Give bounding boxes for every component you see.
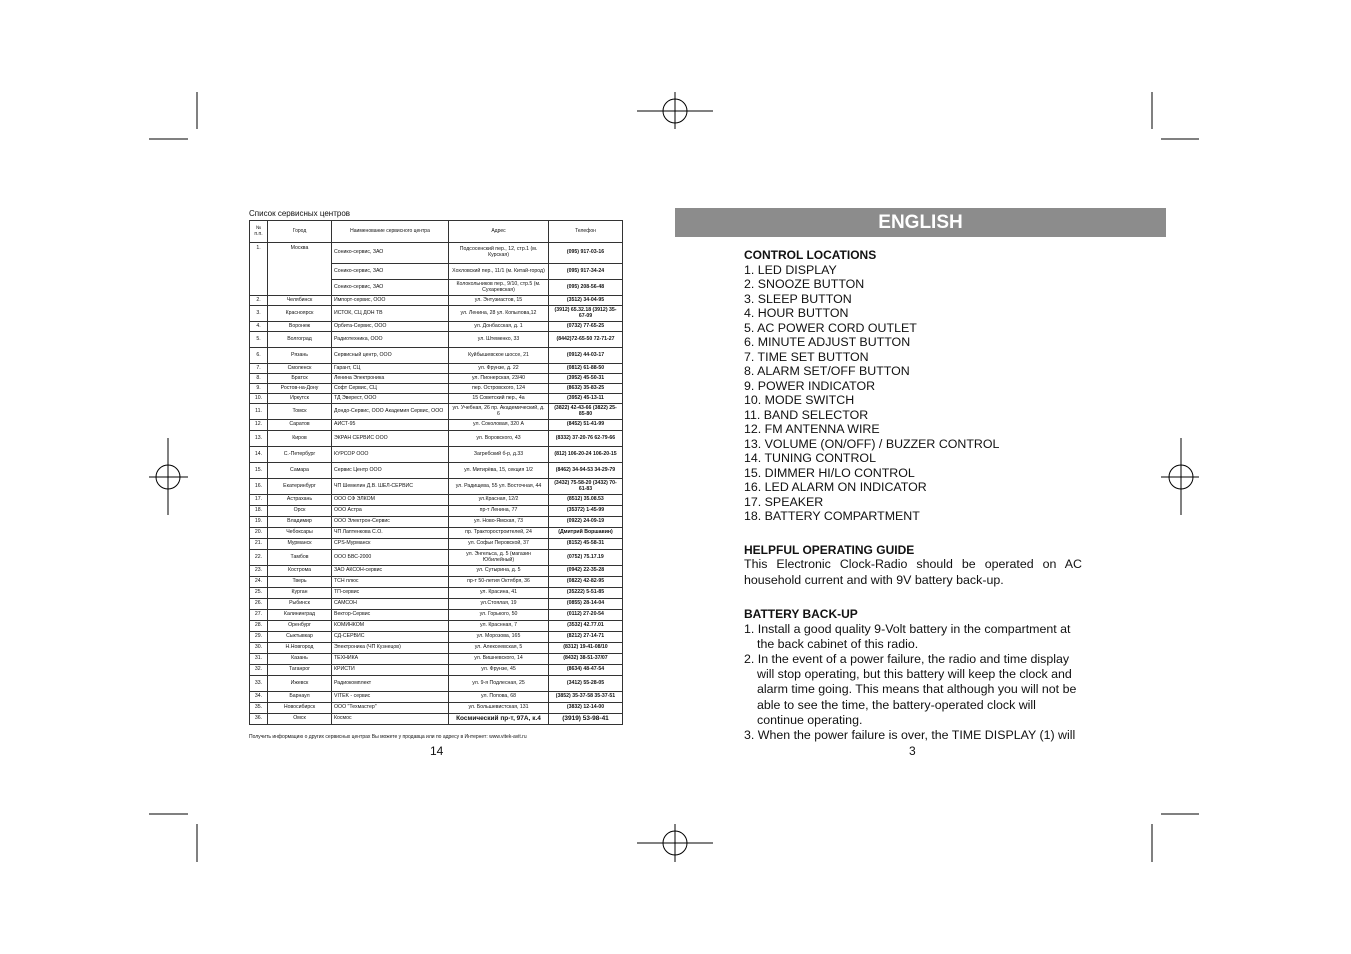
cell-addr: Колокольников пер., 9/10, стр.5 (м. Сухаревская)	[449, 280, 549, 296]
cell-addr: ул. Горького, 50	[449, 610, 549, 621]
cell-n: 33.	[250, 676, 268, 692]
cell-n: 20.	[250, 528, 268, 539]
cell-addr: ул. Ново-Ямская, 73	[449, 517, 549, 528]
table-row	[250, 384, 623, 394]
cell-addr: ул. Сутырина, д. 5	[449, 566, 549, 577]
cell-addr: ул. Митирёва, 15, секция 1/2	[449, 463, 549, 479]
page-number-left: 14	[430, 744, 444, 758]
list-item: 10. MODE SWITCH	[744, 393, 855, 407]
list-item: 17. SPEAKER	[744, 494, 824, 509]
cell-city: Таганрог	[268, 665, 332, 676]
table-row	[250, 632, 623, 643]
cell-name: ТП-сервис	[332, 588, 449, 599]
cell-name: CPS-Мурманск	[332, 539, 449, 550]
cell-phone: (0732) 77-65-25	[549, 322, 623, 332]
cell-name: Сонико-сервис, ЗАО	[332, 280, 449, 296]
cell-n: 13.	[250, 431, 268, 447]
cell-name: ЧП Шемелин Д.В. ШЕЛ-СЕРВИС	[332, 479, 449, 495]
cell-phone: (095) 208-56-48	[549, 280, 623, 296]
cell-addr: ул.Красная, 12/2	[449, 495, 549, 506]
cell-n: 12.	[250, 420, 268, 431]
table-row	[250, 306, 623, 322]
cell-name: ООО Электрон-Сервис	[332, 517, 449, 528]
cell-name: Софт Сервис, СЦ	[332, 384, 449, 394]
cell-city: Владимир	[268, 517, 332, 528]
list-item: 1. LED DISPLAY	[744, 262, 837, 277]
cell-phone: (812) 106-20-24 106-20-15	[549, 447, 623, 463]
table-row	[250, 654, 623, 665]
cell-city: Красноярск	[268, 306, 332, 322]
table-header-row	[250, 221, 623, 243]
cell-phone: (8462) 34-94-53 34-29-79	[549, 463, 623, 479]
cell-city: Воронеж	[268, 322, 332, 332]
cell-phone: (3912) 65.32.18 (3912) 35-67-09	[549, 306, 623, 322]
col-header-city: Город	[268, 221, 332, 243]
cell-name: СД-СЕРВИС	[332, 632, 449, 643]
table-row	[250, 364, 623, 374]
cell-city: Тверь	[268, 577, 332, 588]
cell-name: Сервис Центр ООО	[332, 463, 449, 479]
cell-n: 28.	[250, 621, 268, 632]
cell-n: 1.	[250, 243, 268, 296]
cell-phone: (8512) 35.08.53	[549, 495, 623, 506]
table-row	[250, 332, 623, 348]
cell-n: 6.	[250, 348, 268, 364]
cell-city: Волгоград	[268, 332, 332, 348]
cell-n: 5.	[250, 332, 268, 348]
cell-name: Вектор-Сервис	[332, 610, 449, 621]
list-item: 16. LED ALARM ON INDICATOR	[744, 480, 927, 494]
cell-n: 35.	[250, 703, 268, 714]
footer-note: Получить информацию о других сервисных центрах Вы можете у продавца или по адресу в Интернет: www.vitek-avit.ru	[249, 734, 527, 740]
table-row	[250, 431, 623, 447]
cell-phone: (35222) 5-51-85	[549, 588, 623, 599]
cell-city: С.-Петербург	[268, 447, 332, 463]
cell-addr: Загребский б-р, д.33	[449, 447, 549, 463]
cell-n: 21.	[250, 539, 268, 550]
cell-addr: Космический пр-т, 97А, к.4	[449, 714, 549, 725]
cell-city: Москва	[268, 243, 332, 296]
cell-n: 4.	[250, 322, 268, 332]
cell-n: 26.	[250, 599, 268, 610]
table-row	[250, 588, 623, 599]
service-centers-table	[249, 220, 623, 725]
cell-phone: (8212) 27-14-71	[549, 632, 623, 643]
control-locations-list	[744, 263, 1082, 524]
cell-phone: (8452) 51-41-99	[549, 420, 623, 431]
cell-city: Курган	[268, 588, 332, 599]
cell-n: 30.	[250, 643, 268, 654]
list-item: 14. TUNING CONTROL	[744, 451, 876, 465]
cell-phone: (8432) 38-51-37/07	[549, 654, 623, 665]
table-row	[250, 506, 623, 517]
cell-name: ООО СФ ЭЛКОМ	[332, 495, 449, 506]
battery-backup-list	[744, 622, 1082, 744]
cell-name: ТСН плюс	[332, 577, 449, 588]
list-item: 9. POWER INDICATOR	[744, 378, 876, 393]
table-row	[250, 348, 623, 364]
english-content	[744, 248, 1082, 743]
cell-addr: ул. Софьи Перовской, 37	[449, 539, 549, 550]
table-row	[250, 577, 623, 588]
cell-phone: (095) 917-34-24	[549, 264, 623, 280]
table-row	[250, 610, 623, 621]
table-row	[250, 528, 623, 539]
cell-city: Барнаул	[268, 692, 332, 703]
cell-phone: (3512) 34-04-95	[549, 296, 623, 306]
cell-phone: (3532) 42.77.01	[549, 621, 623, 632]
cell-name: КУРСОР ООО	[332, 447, 449, 463]
col-header-number: № п.п.	[250, 221, 268, 243]
table-row	[250, 243, 623, 264]
cell-n: 31.	[250, 654, 268, 665]
cell-name: АИСТ-95	[332, 420, 449, 431]
table-row	[250, 566, 623, 577]
cell-city: Тамбов	[268, 550, 332, 566]
cell-addr: ул. Донбасская, д. 1	[449, 322, 549, 332]
table-row	[250, 296, 623, 306]
table-row	[250, 479, 623, 495]
cell-addr: ул.Стоялая, 19	[449, 599, 549, 610]
cell-phone: (095) 917-03-16	[549, 243, 623, 264]
cell-name: ТЕХНИКА	[332, 654, 449, 665]
list-item: 3. SLEEP BUTTON	[744, 291, 852, 306]
cell-city: Оренбург	[268, 621, 332, 632]
cell-addr: Подсосенский пер., 12, стр.1 (м. Курская)	[449, 243, 549, 264]
cell-addr: Куйбышевское шоссе, 21	[449, 348, 549, 364]
cell-name: Гарант, СЦ	[332, 364, 449, 374]
cell-name: ООО "Техмастер"	[332, 703, 449, 714]
cell-name: ЗАО АКСОН-сервис	[332, 566, 449, 577]
cell-phone: (8442)72-65-50 72-71-27	[549, 332, 623, 348]
cell-name: ООО Астра	[332, 506, 449, 517]
cell-n: 15.	[250, 463, 268, 479]
table-row	[250, 322, 623, 332]
cell-addr: ул. Ленина, 28 ул. Копылова,12	[449, 306, 549, 322]
cell-n: 25.	[250, 588, 268, 599]
table-row	[250, 539, 623, 550]
cell-city: Кострома	[268, 566, 332, 577]
list-item: 1. Install a good quality 9-Volt battery in the compartment at the back cabinet of this radio.	[744, 621, 1071, 651]
cell-addr: ул. Алексеевская, 5	[449, 643, 549, 654]
list-item: 5. AC POWER CORD OUTLET	[744, 320, 917, 335]
cell-addr: ул. Большевистская, 131	[449, 703, 549, 714]
cell-phone: (3852) 35-37-58 35-37-51	[549, 692, 623, 703]
cell-addr: ул. Фрунзе, 45	[449, 665, 549, 676]
list-item: 3. When the power failure is over, the TIME DISPLAY (1) will	[744, 727, 1076, 742]
cell-addr: ул. Радищева, 55 ул. Восточная, 44	[449, 479, 549, 495]
list-item: 8. ALARM SET/OFF BUTTON	[744, 364, 910, 378]
cell-addr: ул. Фрунзе, д. 22	[449, 364, 549, 374]
cell-city: Самара	[268, 463, 332, 479]
cell-addr: ул. Краснная, 7	[449, 621, 549, 632]
table-row	[250, 447, 623, 463]
list-item: 2. SNOOZE BUTTON	[744, 277, 865, 291]
cell-city: Астрахань	[268, 495, 332, 506]
cell-city: Томск	[268, 404, 332, 420]
cell-name: САМСОН	[332, 599, 449, 610]
cell-phone: (3412) 55-28-05	[549, 676, 623, 692]
list-item: 4. HOUR BUTTON	[744, 306, 849, 320]
page-number-right: 3	[909, 744, 916, 758]
cell-phone: (8632) 35-83-25	[549, 384, 623, 394]
cell-city: Киров	[268, 431, 332, 447]
cell-city: Омск	[268, 714, 332, 725]
cell-name: ООО БВС-2000	[332, 550, 449, 566]
cell-addr: ул. Соколовая, 320 А	[449, 420, 549, 431]
cell-city: Екатеринбург	[268, 479, 332, 495]
service-centers-body	[250, 243, 623, 725]
list-item: 12. FM ANTENNA WIRE	[744, 422, 880, 436]
cell-addr: ул. Морозова, 165	[449, 632, 549, 643]
cell-n: 24.	[250, 577, 268, 588]
list-item: 6. MINUTE ADJUST BUTTON	[744, 335, 911, 349]
cell-n: 16.	[250, 479, 268, 495]
cell-phone: (0822) 42-82-95	[549, 577, 623, 588]
list-item: 7. TIME SET BUTTON	[744, 349, 869, 364]
cell-name: Сервисный центр, ООО	[332, 348, 449, 364]
cell-n: 32.	[250, 665, 268, 676]
cell-addr: ул. Попова, 68	[449, 692, 549, 703]
table-row	[250, 665, 623, 676]
cell-phone: (3832) 12-14-00	[549, 703, 623, 714]
service-list-title: Список сервисных центров	[249, 209, 351, 218]
cell-n: 22.	[250, 550, 268, 566]
cell-name: Электроника (ЧП Кузнецов)	[332, 643, 449, 654]
cell-n: 18.	[250, 506, 268, 517]
cell-name: ТД Эверест, ООО	[332, 394, 449, 404]
cell-addr: пер. Островского, 124	[449, 384, 549, 394]
cell-city: Ростов-на-Дону	[268, 384, 332, 394]
cell-phone: (3822) 42-43-66 (3822) 25-85-80	[549, 404, 623, 420]
list-item: 15. DIMMER HI/LO CONTROL	[744, 465, 915, 480]
cell-n: 10.	[250, 394, 268, 404]
cell-name: Сонико-сервис, ЗАО	[332, 264, 449, 280]
cell-addr: ул. Энтузиастов, 15	[449, 296, 549, 306]
table-row	[250, 374, 623, 384]
language-banner: ENGLISH	[675, 208, 1166, 237]
cell-n: 36.	[250, 714, 268, 725]
cell-phone: (8332) 37-20-76 62-79-66	[549, 431, 623, 447]
operating-guide-text: This Electronic Clock-Radio should be operated on AC household current and with 9V battery back-up.	[744, 557, 1082, 587]
cell-n: 17.	[250, 495, 268, 506]
table-row	[250, 394, 623, 404]
cell-phone: (0922) 24-09-19	[549, 517, 623, 528]
cell-city: Иркутск	[268, 394, 332, 404]
list-item: 11. BAND SELECTOR	[744, 407, 869, 422]
cell-city: Братск	[268, 374, 332, 384]
list-item: 2. In the event of a power failure, the radio and time display will stop operating, but this battery will keep the clock and alarm time going. This means that although you will not be able to see the time, the battery-operated clock will continue operating.	[744, 651, 1077, 727]
table-row	[250, 714, 623, 725]
cell-phone: (0855) 28-14-04	[549, 599, 623, 610]
cell-addr: ул. Красина, 41	[449, 588, 549, 599]
cell-city: Челябинск	[268, 296, 332, 306]
cell-n: 2.	[250, 296, 268, 306]
cell-addr: ул. Энгельса, д. 5 (магазин Юбилейный)	[449, 550, 549, 566]
cell-phone: (3952) 45-50-31	[549, 374, 623, 384]
cell-addr: ул. 9-я Подлесная, 25	[449, 676, 549, 692]
cell-city: Казань	[268, 654, 332, 665]
col-header-name: Наименование сервисного центра	[332, 221, 449, 243]
cell-city: Сыктывкар	[268, 632, 332, 643]
cell-name: Космос	[332, 714, 449, 725]
cell-city: Мурманск	[268, 539, 332, 550]
cell-phone: (8152) 45-58-31	[549, 539, 623, 550]
table-row	[250, 420, 623, 431]
cell-name: Ленина Электроника	[332, 374, 449, 384]
table-row	[250, 550, 623, 566]
table-row	[250, 643, 623, 654]
cell-addr: ул. Учебная, 26 пр. Академический, д. 6	[449, 404, 549, 420]
cell-addr: пр-т Ленина, 77	[449, 506, 549, 517]
cell-city: Н.Новгород	[268, 643, 332, 654]
col-header-address: Адрес	[449, 221, 549, 243]
cell-name: ЭКРАН СЕРВИС ООО	[332, 431, 449, 447]
cell-name: Импорт-сервис, ООО	[332, 296, 449, 306]
battery-backup-heading: BATTERY BACK-UP	[744, 607, 858, 621]
cell-n: 23.	[250, 566, 268, 577]
col-header-phone: Телефон	[549, 221, 623, 243]
cell-phone: (0812) 61-88-50	[549, 364, 623, 374]
table-row	[250, 599, 623, 610]
cell-name: КОМИНКОМ	[332, 621, 449, 632]
list-item: 13. VOLUME (ON/OFF) / BUZZER CONTROL	[744, 436, 1000, 451]
cell-name: Дондо-Сервис, ООО Академия Сервис, ООО	[332, 404, 449, 420]
operating-guide-heading: HELPFUL OPERATING GUIDE	[744, 542, 915, 557]
cell-n: 19.	[250, 517, 268, 528]
list-item: 18. BATTERY COMPARTMENT	[744, 509, 920, 523]
table-row	[250, 463, 623, 479]
cell-addr: 15 Советский пер., 4а	[449, 394, 549, 404]
cell-city: Саратов	[268, 420, 332, 431]
cell-phone: (3432) 75-58-20 (3432) 70-61-83	[549, 479, 623, 495]
table-row	[250, 621, 623, 632]
cell-name: VITEK - сервис	[332, 692, 449, 703]
cell-city: Новосибирск	[268, 703, 332, 714]
cell-phone: (0942) 22-35-28	[549, 566, 623, 577]
cell-addr: ул. Штеменко, 33	[449, 332, 549, 348]
cell-addr: ул. Вишневского, 14	[449, 654, 549, 665]
cell-phone: (8312) 19-41-08/10	[549, 643, 623, 654]
cell-name: Сонико-сервис, ЗАО	[332, 243, 449, 264]
cell-n: 34.	[250, 692, 268, 703]
cell-n: 9.	[250, 384, 268, 394]
cell-phone: (0112) 27-20-54	[549, 610, 623, 621]
cell-phone: (0912) 44-03-17	[549, 348, 623, 364]
cell-n: 14.	[250, 447, 268, 463]
cell-n: 29.	[250, 632, 268, 643]
cell-city: Чебоксары	[268, 528, 332, 539]
table-row	[250, 517, 623, 528]
cell-city: Рыбинск	[268, 599, 332, 610]
cell-addr: ул. Воровского, 43	[449, 431, 549, 447]
table-row	[250, 703, 623, 714]
cell-n: 11.	[250, 404, 268, 420]
cell-n: 27.	[250, 610, 268, 621]
cell-name: ИСТОК, СЦ ДОН ТВ	[332, 306, 449, 322]
cell-n: 3.	[250, 306, 268, 322]
cell-name: Орбита-Сервис, ООО	[332, 322, 449, 332]
cell-phone: (35372) 1-45-99	[549, 506, 623, 517]
cell-phone: (3919) 53-98-41	[549, 714, 623, 725]
cell-addr: пр. Тракторостроителей, 24	[449, 528, 549, 539]
cell-name: ЧП Лаптенкова С.О.	[332, 528, 449, 539]
cell-addr: ул. Пионерская, 23/40	[449, 374, 549, 384]
cell-n: 7.	[250, 364, 268, 374]
cell-addr: Хохловский пер., 11/1 (м. Китай-город)	[449, 264, 549, 280]
control-locations-heading: CONTROL LOCATIONS	[744, 248, 877, 262]
cell-phone: (8634) 48-47-54	[549, 665, 623, 676]
cell-city: Смоленск	[268, 364, 332, 374]
table-row	[250, 692, 623, 703]
cell-n: 8.	[250, 374, 268, 384]
cell-phone: (0752) 75.17.19	[549, 550, 623, 566]
table-row	[250, 676, 623, 692]
cell-city: Рязань	[268, 348, 332, 364]
cell-city: Орск	[268, 506, 332, 517]
cell-city: Калининград	[268, 610, 332, 621]
cell-city: Ижевск	[268, 676, 332, 692]
cell-name: Радиокомплект	[332, 676, 449, 692]
table-row	[250, 495, 623, 506]
cell-phone: (Дмитрий Воршавин)	[549, 528, 623, 539]
cell-name: КРИСТИ	[332, 665, 449, 676]
cell-phone: (3952) 45-13-11	[549, 394, 623, 404]
cell-name: Радиотехника, ООО	[332, 332, 449, 348]
cell-addr: пр-т 50-летия Октября, 36	[449, 577, 549, 588]
table-row	[250, 404, 623, 420]
